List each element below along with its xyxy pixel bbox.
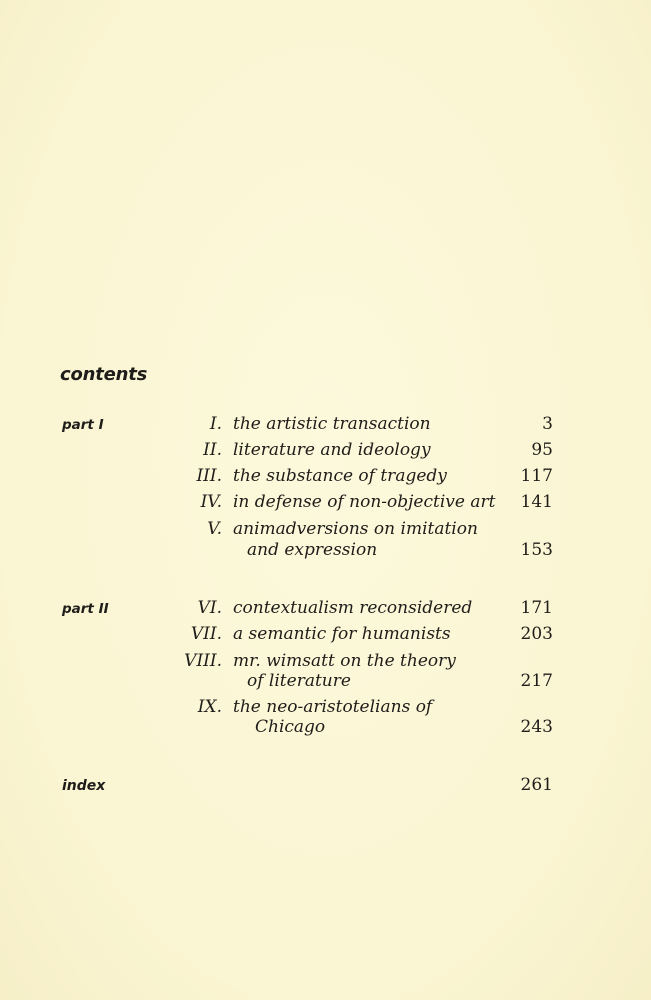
chapter-title-continued: of literature <box>247 671 351 691</box>
index-page-number: 261 <box>520 775 553 795</box>
chapter-title-continued: and expression <box>247 540 378 560</box>
chapter-numeral: VII. <box>190 624 222 644</box>
chapter-numeral: I. <box>209 414 222 434</box>
chapter-title-continued: Chicago <box>255 717 326 737</box>
chapter-title: literature and ideology <box>233 440 431 460</box>
chapter-numeral: VIII. <box>184 651 222 671</box>
chapter-numeral: V. <box>207 519 222 539</box>
chapter-numeral: IV. <box>200 492 222 512</box>
chapter-page-number: 141 <box>520 492 553 512</box>
chapter-title: the artistic transaction <box>233 414 431 434</box>
chapter-numeral: IX. <box>197 697 222 717</box>
index-label: index <box>62 778 106 794</box>
chapter-numeral: II. <box>203 440 222 460</box>
chapter-title: in defense of non-objective art <box>233 492 496 512</box>
chapter-page-number: 3 <box>542 414 553 434</box>
chapter-page-number: 217 <box>520 671 553 691</box>
chapter-page-number: 95 <box>531 440 553 460</box>
chapter-title: the neo-aristotelians of <box>233 697 433 717</box>
part-label-1: part I <box>62 417 104 433</box>
chapter-page-number: 117 <box>520 466 553 486</box>
chapter-title: contextualism reconsidered <box>233 598 473 618</box>
chapter-page-number: 153 <box>520 540 553 560</box>
chapter-title: mr. wimsatt on the theory <box>233 651 456 671</box>
chapter-numeral: III. <box>196 466 222 486</box>
chapter-title: the substance of tragedy <box>233 466 447 486</box>
chapter-page-number: 203 <box>520 624 553 644</box>
chapter-page-number: 243 <box>520 717 553 737</box>
chapter-page-number: 171 <box>520 598 553 618</box>
part-label-2: part II <box>62 601 109 617</box>
chapter-title: a semantic for humanists <box>233 624 451 644</box>
contents-heading: contents <box>60 364 148 385</box>
chapter-numeral: VI. <box>197 598 222 618</box>
chapter-title: animadversions on imitation <box>233 519 478 539</box>
